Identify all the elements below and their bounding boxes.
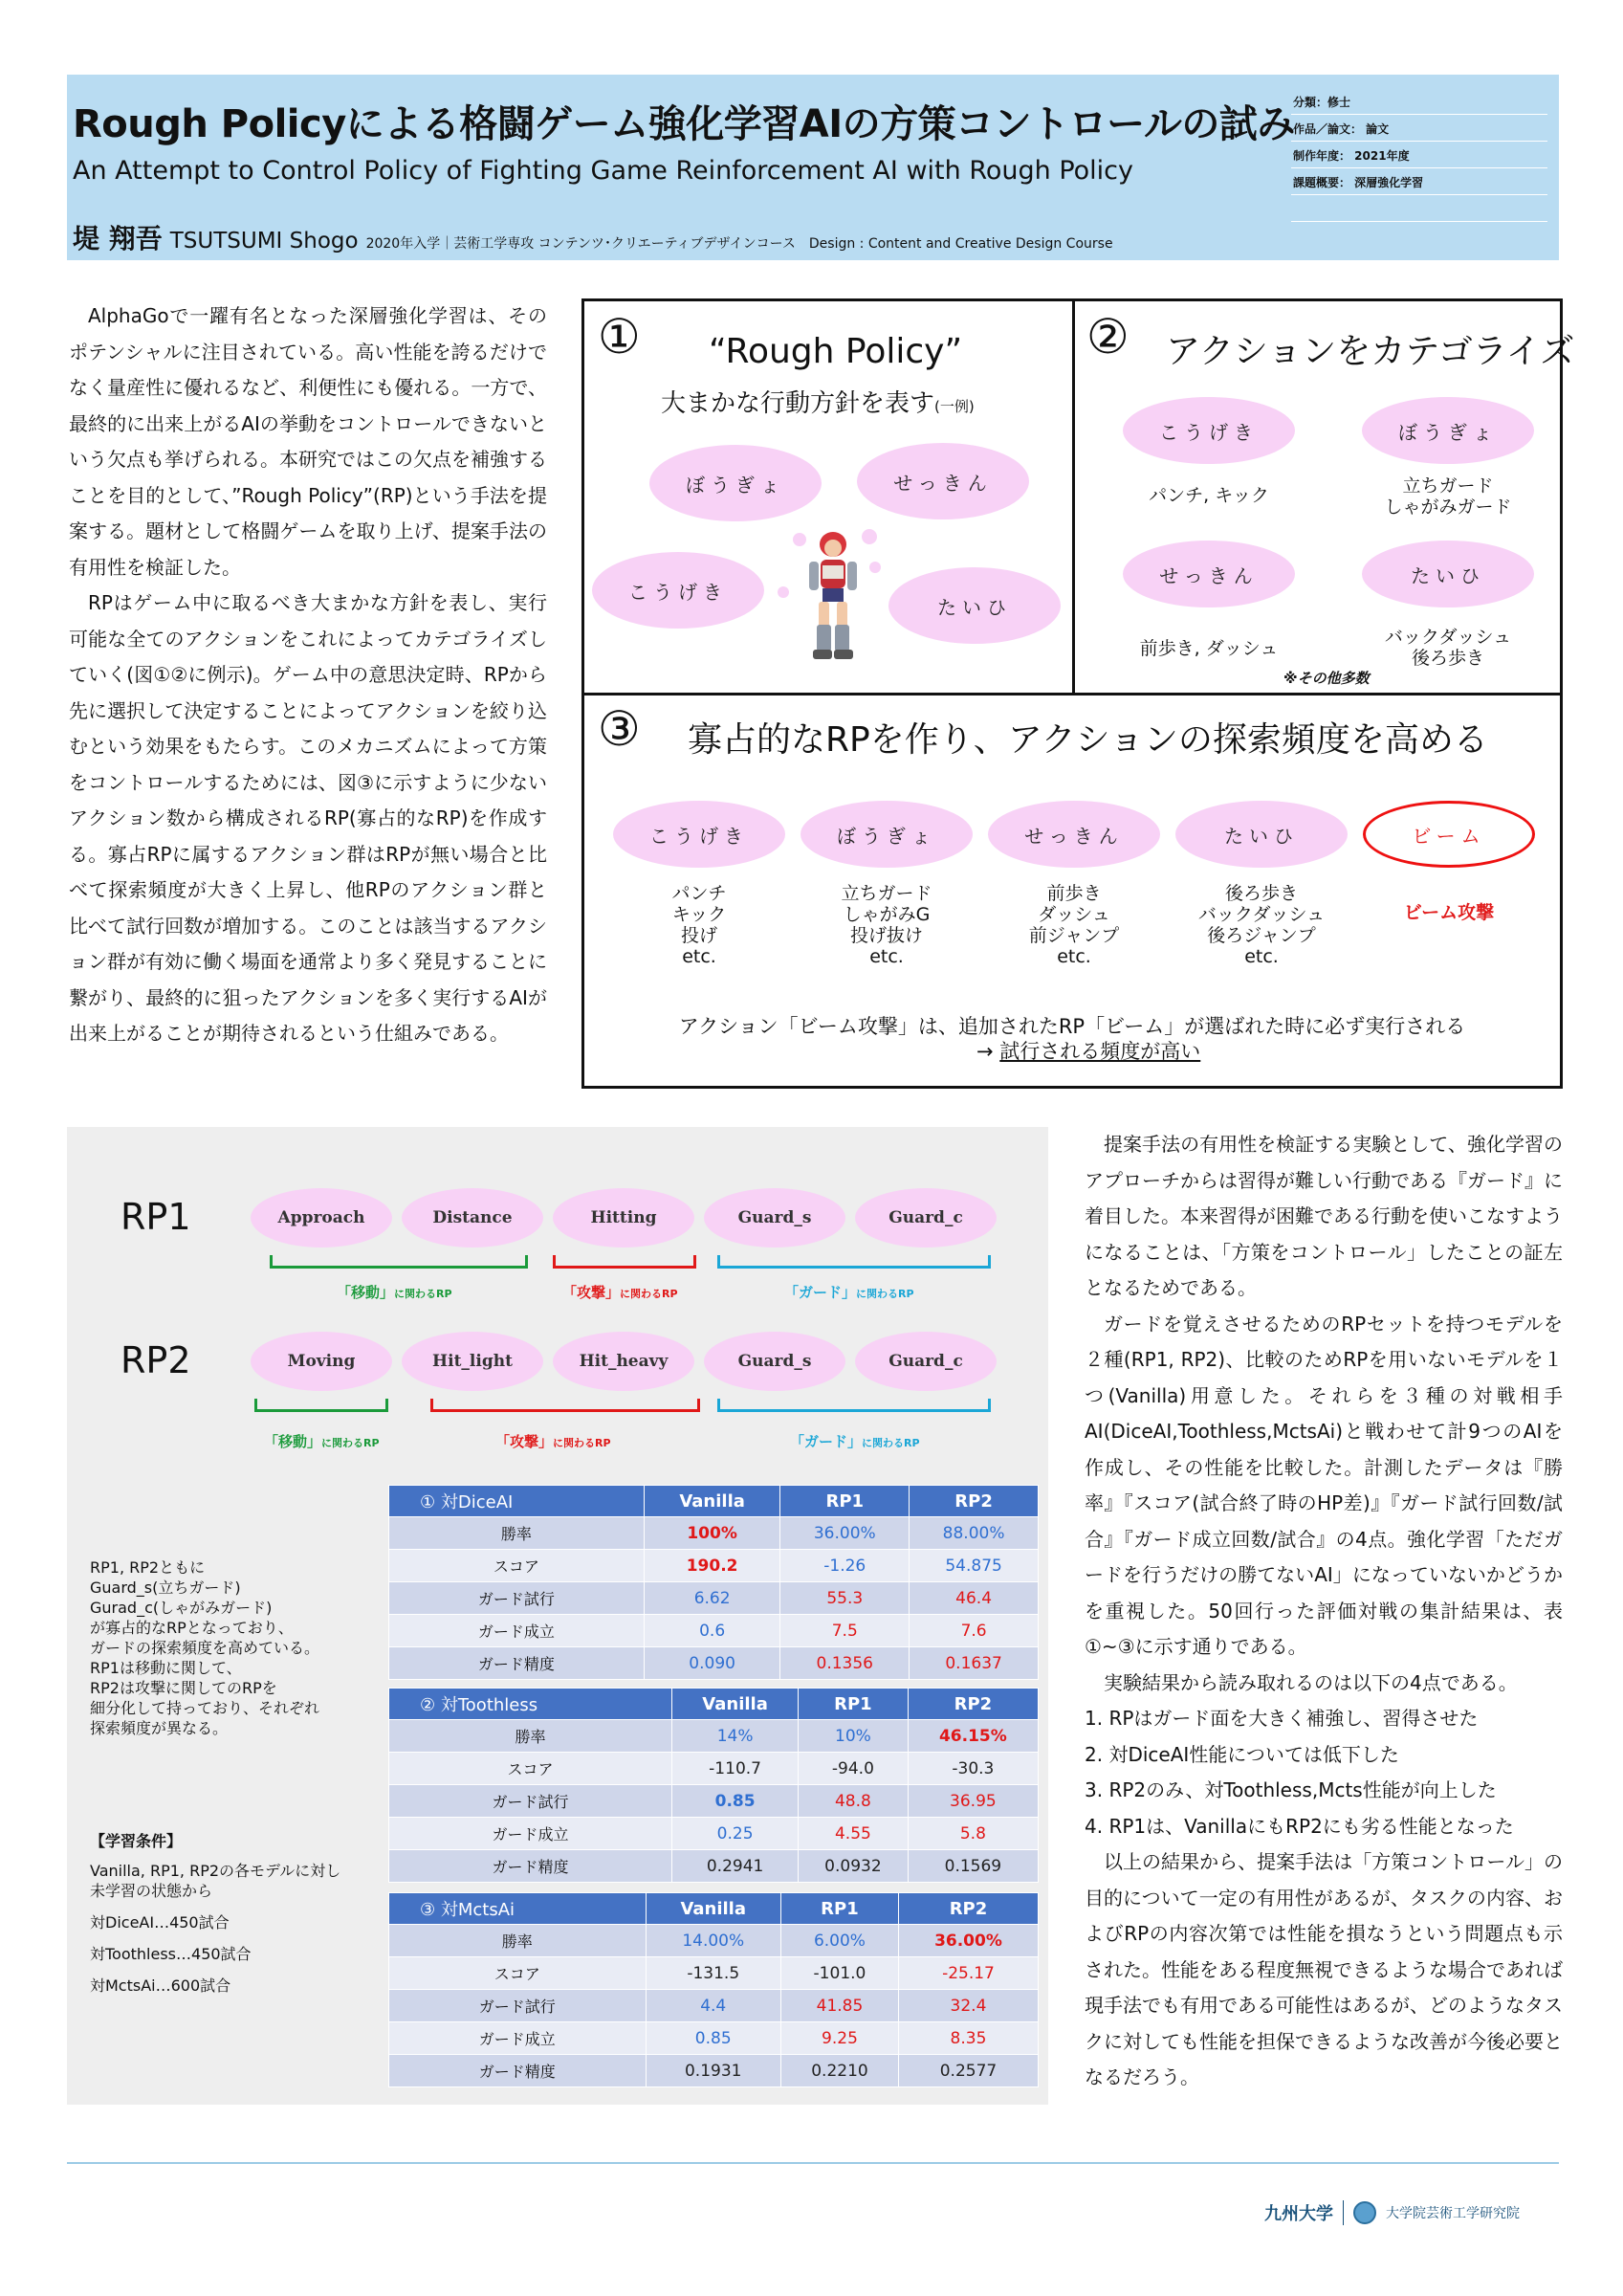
fig1-subtitle-text: 大まかな行動方針を表す (661, 389, 935, 418)
cell: 14.00% (646, 1925, 780, 1957)
rp2-move-group (264, 1431, 380, 1451)
fig3-title: 寡占的なRPを作り、アクションの探索頻度を高める (688, 720, 1488, 760)
rp1-guard-group (784, 1282, 914, 1302)
cell: 0.85 (672, 1785, 799, 1818)
row-label: スコア (389, 1753, 672, 1785)
group-sub: に関わるRP (856, 1288, 914, 1300)
cell: 0.85 (646, 2022, 780, 2055)
table-row (389, 1647, 1039, 1680)
footer-divider (67, 2162, 1559, 2164)
category-defend-caption: 立ちガード しゃがみガード (1384, 475, 1512, 518)
group-main: 「攻撃」 (562, 1284, 621, 1301)
meta-type: 作品／論文： 論文 (1291, 115, 1547, 142)
rp-defend-actions: 立ちガード しゃがみG 投げ抜け etc. (841, 883, 932, 967)
note-line: 細分化して持っており、それぞれ (90, 1699, 320, 1717)
cell: 4.4 (646, 1990, 780, 2022)
group-sub: に関わるRP (321, 1437, 380, 1449)
thought-dot (869, 562, 881, 573)
findings-list (1085, 1701, 1563, 1844)
university-logo-icon (1353, 2201, 1376, 2224)
results-panel (67, 1127, 1048, 2105)
cell: 100% (644, 1517, 779, 1550)
rp-defend: ぼうぎょ (801, 801, 973, 868)
cell: -25.17 (898, 1957, 1038, 1990)
title-english: An Attempt to Control Policy of Fighting Game Reinforcement AI with Rough Policy (73, 156, 1133, 186)
cell: 5.8 (908, 1818, 1038, 1850)
faculty-name: 大学院芸術工学研究院 (1386, 2206, 1520, 2221)
fig3-conclusion-text: 試行される頻度が高い (999, 1040, 1201, 1063)
fig3-explanation: アクション「ビーム攻撃」は、追加されたRP「ビーム」が選ばれた時に必ず実行される (678, 1015, 1466, 1038)
cell: 0.1637 (910, 1647, 1039, 1680)
rp1-move-bracket (270, 1255, 528, 1269)
cell: 36.95 (908, 1785, 1038, 1818)
experiment-column (1085, 1127, 1563, 2096)
cell: 54.875 (910, 1550, 1039, 1582)
cell: 0.2941 (672, 1850, 799, 1883)
group-main: 「移動」 (337, 1284, 395, 1301)
table-row (389, 1753, 1039, 1785)
row-label: ガード精度 (389, 1647, 645, 1680)
author-line (73, 218, 1113, 256)
bubble-attack: こうげき (592, 552, 764, 629)
col-rp1: RP1 (799, 1689, 909, 1720)
cell: 48.8 (799, 1785, 909, 1818)
cell: 7.5 (780, 1615, 910, 1647)
table-row (389, 1850, 1039, 1883)
note-line: Guard_s(立ちガード) (90, 1578, 241, 1597)
rp-retreat: たいひ (1175, 801, 1348, 868)
arrow-icon: → (976, 1040, 1000, 1063)
cell: -110.7 (672, 1753, 799, 1785)
category-note: ※その他多数 (1283, 670, 1370, 687)
cell: 8.35 (898, 2022, 1038, 2055)
col-vanilla: Vanilla (672, 1689, 799, 1720)
meta-year: 制作年度： 2021年度 (1291, 142, 1547, 168)
rp-notes (90, 1557, 319, 1738)
figure-number-2: ② (1086, 309, 1130, 364)
footer-separator (1343, 2200, 1344, 2225)
cell: 0.090 (644, 1647, 779, 1680)
row-label: ガード試行 (389, 1785, 672, 1818)
group-main: 「攻撃」 (495, 1433, 554, 1450)
rp-approach-actions: 前歩き ダッシュ 前ジャンプ etc. (1028, 883, 1120, 967)
row-label: スコア (389, 1550, 645, 1582)
table-row (389, 1720, 1039, 1753)
cell: 41.85 (780, 1990, 898, 2022)
fighter-character-icon (800, 529, 866, 668)
category-retreat: たいひ (1362, 541, 1534, 607)
cell: -131.5 (646, 1957, 780, 1990)
table-title: ② 対Toothless (389, 1689, 672, 1720)
rp2-guard-c: Guard_c (855, 1332, 997, 1391)
author-name-jp: 堤 翔吾 (73, 223, 163, 254)
rp1-guard-bracket (717, 1255, 991, 1269)
fig1-title: “Rough Policy” (709, 332, 963, 371)
conditions-line: 未学習の状態から (90, 1882, 213, 1900)
cell: 190.2 (644, 1550, 779, 1582)
col-rp1: RP1 (780, 1486, 910, 1517)
rp2-attack-bracket (430, 1399, 700, 1412)
cell: 0.2577 (898, 2055, 1038, 2087)
meta-box (1291, 88, 1547, 222)
intro-column (69, 298, 547, 1052)
row-label: ガード成立 (389, 1818, 672, 1850)
bubble-defend: ぼうぎょ (649, 445, 822, 521)
author-info: 2020年入学｜芸術工学専攻 コンテンツ･クリエーティブデザインコース Design : Content and Creative Design Course (365, 236, 1113, 252)
cell: 6.00% (780, 1925, 898, 1957)
finding-item: 4. RP1は、VanillaにもRP2にも劣る性能となった (1085, 1814, 1514, 1838)
conditions-item: 対Toothless…450試合 (90, 1945, 252, 1963)
row-label: ガード精度 (389, 1850, 672, 1883)
header-banner (67, 75, 1559, 260)
rp1-guard-s: Guard_s (704, 1188, 845, 1247)
thought-dot (778, 586, 789, 598)
fig2-title: アクションをカテゴライズ (1166, 332, 1575, 371)
cell: 0.1569 (908, 1850, 1038, 1883)
fig1-subtitle-note: (一例) (934, 398, 975, 415)
cell: 46.4 (910, 1582, 1039, 1615)
cell: 36.00% (780, 1517, 910, 1550)
col-vanilla: Vanilla (644, 1486, 779, 1517)
cell: 6.62 (644, 1582, 779, 1615)
cell: 46.15% (908, 1720, 1038, 1753)
table-row (389, 2022, 1039, 2055)
table-row (389, 1925, 1039, 1957)
table-row (389, 1517, 1039, 1550)
conditions-line: Vanilla, RP1, RP2の各モデルに対し (90, 1862, 341, 1880)
meta-empty-row (1291, 195, 1547, 222)
table-row (389, 1615, 1039, 1647)
cell: 10% (799, 1720, 909, 1753)
row-label: スコア (389, 1957, 647, 1990)
note-line: RP1は移動に関して、 (90, 1659, 242, 1677)
cell: 36.00% (898, 1925, 1038, 1957)
footer (1264, 2200, 1520, 2225)
finding-item: 1. RPはガード面を大きく補強し、習得させた (1085, 1707, 1479, 1730)
conditions-item: 対DiceAI…450試合 (90, 1913, 230, 1932)
row-label: ガード精度 (389, 2055, 647, 2087)
cell: 0.2210 (780, 2055, 898, 2087)
group-main: 「ガード」 (784, 1284, 857, 1301)
table-title: ① 対DiceAI (389, 1486, 645, 1517)
table-row (389, 1990, 1039, 2022)
cell: 0.0932 (799, 1850, 909, 1883)
table-title: ③ 対MctsAi (389, 1893, 647, 1925)
table-row (389, 1582, 1039, 1615)
experiment-paragraph-2: ガードを覚えさせるためのRPセットを持つモデルを２種(RP1, RP2)、比較のためRPを用いないモデルを１つ(Vanilla)用意した。それらを３種の対戦相手AI(DiceAI,Toothless,MctsAi)と戦わせて計9つのAIを作成し、その性能を比較した。計測したデータは『勝率』『スコア(試合終了時のHP差)』『ガード試行回数/試合』『ガード成立回数/試合』の4点。強化学習「ただガードを行うだけの勝てないAI」になっていないかどうかを重視した。50回行った評価対戦の集計結果は、表①~③に示す通りである。 (1085, 1312, 1563, 1658)
col-rp2: RP2 (910, 1486, 1039, 1517)
cell: -101.0 (780, 1957, 898, 1990)
col-rp1: RP1 (780, 1893, 898, 1925)
category-retreat-caption: バックダッシュ 後ろ歩き (1384, 627, 1512, 669)
rp1-approach: Approach (251, 1188, 392, 1247)
row-label: 勝率 (389, 1925, 647, 1957)
rp2-hit-heavy: Hit_heavy (553, 1332, 694, 1391)
rp2-move-bracket (254, 1399, 388, 1412)
rp1-move-group (337, 1282, 452, 1302)
note-line: RP1, RP2ともに (90, 1558, 206, 1577)
finding-item: 2. 対DiceAI性能については低下した (1085, 1742, 1399, 1766)
conditions-heading: 【学習条件】 (90, 1832, 183, 1850)
bubble-approach: せっきん (857, 443, 1029, 519)
cell: -1.26 (780, 1550, 910, 1582)
figure-oligopolistic-rp (584, 695, 1560, 1086)
table-row (389, 1957, 1039, 1990)
rp-approach: せっきん (988, 801, 1160, 868)
note-line: Gurad_c(しゃがみガード) (90, 1599, 273, 1617)
table-row (389, 1550, 1039, 1582)
cell: 55.3 (780, 1582, 910, 1615)
rp1-guard-c: Guard_c (855, 1188, 997, 1247)
col-rp2: RP2 (908, 1689, 1038, 1720)
experiment-paragraph-1: 提案手法の有用性を検証する実験として、強化学習のアプローチからは習得が難しい行動である『ガード』に着目した。本来習得が困難である行動を使いこなすようになることは、「方策をコントロール」したことの証左となるためである。 (1085, 1133, 1563, 1299)
cell: -30.3 (908, 1753, 1038, 1785)
results-table-diceai (388, 1485, 1039, 1680)
rp-attack-actions: パンチ キック 投げ etc. (671, 883, 727, 967)
intro-paragraph-1: AlphaGoで一躍有名となった深層強化学習は、そのポテンシャルに注目されている。高い性能を誇るだけでなく量産性に優れるなど、利便性にも優れる。一方で、最終的に出来上がるAIの挙動をコントロールできないという欠点も挙げられる。本研究ではこの欠点を補強することを目的として、”Rough Policy”(RP)という手法を提案する。題材として格闘ゲームを取り上げ、提案手法の有用性を検証した。 (69, 304, 547, 579)
note-line: 探索頻度が異なる。 (90, 1719, 229, 1737)
rp2-guard-bracket (717, 1399, 991, 1412)
training-conditions (90, 1831, 340, 1996)
row-label: 勝率 (389, 1720, 672, 1753)
experiment-paragraph-3: 実験結果から読み取れるのは以下の4点である。 (1104, 1670, 1518, 1694)
group-main: 「ガード」 (790, 1433, 863, 1450)
bubble-retreat: たいひ (888, 567, 1061, 644)
finding-item: 3. RP2のみ、対Toothless,Mcts性能が向上した (1085, 1778, 1497, 1801)
group-sub: に関わるRP (553, 1437, 611, 1449)
category-defend: ぼうぎょ (1362, 397, 1534, 464)
cell: 14% (672, 1720, 799, 1753)
fig3-conclusion (976, 1036, 1200, 1065)
fig1-subtitle (661, 384, 975, 419)
meta-topic: 課題概要： 深層強化学習 (1291, 168, 1547, 195)
col-rp2: RP2 (898, 1893, 1038, 1925)
group-sub: に関わるRP (394, 1288, 452, 1300)
cell: 0.25 (672, 1818, 799, 1850)
cell: 7.6 (910, 1615, 1039, 1647)
cell: 0.1356 (780, 1647, 910, 1680)
cell: 88.00% (910, 1517, 1039, 1550)
figure-number-3: ③ (598, 701, 641, 757)
row-label: ガード成立 (389, 2022, 647, 2055)
title-japanese: Rough Policyによる格闘ゲーム強化学習AIの方策コントロールの試み (73, 102, 1295, 146)
note-line: が寡占的なRPとなっており、 (90, 1619, 294, 1637)
table-row (389, 1785, 1039, 1818)
rp-retreat-actions: 後ろ歩き バックダッシュ 後ろジャンプ etc. (1197, 883, 1326, 967)
rp2-hit-light: Hit_light (402, 1332, 543, 1391)
rp1-hitting: Hitting (553, 1188, 694, 1247)
group-sub: に関わるRP (620, 1288, 678, 1300)
meta-category: 分類：修士 (1291, 88, 1547, 115)
rp-beam: ビーム (1363, 801, 1535, 868)
rp-beam-actions: ビーム攻撃 (1403, 902, 1495, 923)
row-label: ガード試行 (389, 1990, 647, 2022)
figure-rough-policy (584, 301, 1075, 695)
row-label: ガード成立 (389, 1615, 645, 1647)
group-main: 「移動」 (264, 1433, 322, 1450)
rp-attack: こうげき (613, 801, 785, 868)
table-row (389, 1818, 1039, 1850)
category-approach: せっきん (1123, 541, 1295, 607)
cell: 0.1931 (646, 2055, 780, 2087)
rp2-label: RP2 (121, 1339, 191, 1381)
note-line: RP2は攻撃に関してのRPを (90, 1679, 277, 1697)
cell: 9.25 (780, 2022, 898, 2055)
rp2-guard-group (790, 1431, 920, 1451)
figure-categorize (1075, 301, 1575, 695)
rp1-label: RP1 (121, 1196, 191, 1238)
rp2-moving: Moving (251, 1332, 392, 1391)
rp1-attack-bracket (553, 1255, 696, 1269)
author-name-en: TSUTSUMI Shogo (169, 229, 359, 254)
rp2-guard-s: Guard_s (704, 1332, 845, 1391)
concept-figure (581, 298, 1575, 1089)
note-line: ガードの探索頻度を高めている。 (90, 1639, 320, 1657)
cell: -94.0 (799, 1753, 909, 1785)
table-row (389, 2055, 1039, 2087)
results-table-toothless (388, 1688, 1039, 1883)
cell: 32.4 (898, 1990, 1038, 2022)
category-attack: こうげき (1123, 397, 1295, 464)
experiment-paragraph-4: 以上の結果から、提案手法は「方策コントロール」の目的について一定の有用性があるが、タスクの内容、およびRPの内容次第では性能を損なうという問題点も示された。性能をある程度無視できるような場合であれば現手法でも有用である可能性はあるが、どのようなタスクに対しても性能を担保できるような改善が今後必要となるだろう。 (1085, 1850, 1563, 2088)
rp1-attack-group (562, 1282, 678, 1302)
row-label: 勝率 (389, 1517, 645, 1550)
category-attack-caption: パンチ, キック (1149, 485, 1269, 506)
figure-number-1: ① (598, 309, 641, 364)
category-approach-caption: 前歩き, ダッシュ (1139, 638, 1279, 659)
col-vanilla: Vanilla (646, 1893, 780, 1925)
conditions-item: 対MctsAi…600試合 (90, 1976, 231, 1995)
group-sub: に関わるRP (862, 1437, 920, 1449)
row-label: ガード試行 (389, 1582, 645, 1615)
rp2-attack-group (495, 1431, 611, 1451)
university-name: 九州大学 (1264, 2204, 1333, 2224)
rp1-distance: Distance (402, 1188, 543, 1247)
cell: 0.6 (644, 1615, 779, 1647)
cell: 4.55 (799, 1818, 909, 1850)
intro-paragraph-2: RPはゲーム中に取るべき大まかな方針を表し、実行可能な全てのアクションをこれによってカテゴライズしていく(図①②に例示)。ゲーム中の意思決定時、RPから先に選択して決定することによってアクションを絞り込むという効果をもたらす。このメカニズムによって方策をコントロールするためには、図③に示すように少ないアクション数から構成されるRP(寡占的なRP)を作成する。寡占RPに属するアクション群はRPが無い場合と比べて探索頻度が大きく上昇し、他RPのアクション群と比べて試行回数が増加する。このことは該当するアクション群が有効に働く場面を通常より多く発見することに繋がり、最終的に狙ったアクションを多く実行するAIが出来上がることが期待されるという仕組みである。 (69, 591, 547, 1045)
results-table-mctsai (388, 1892, 1039, 2087)
